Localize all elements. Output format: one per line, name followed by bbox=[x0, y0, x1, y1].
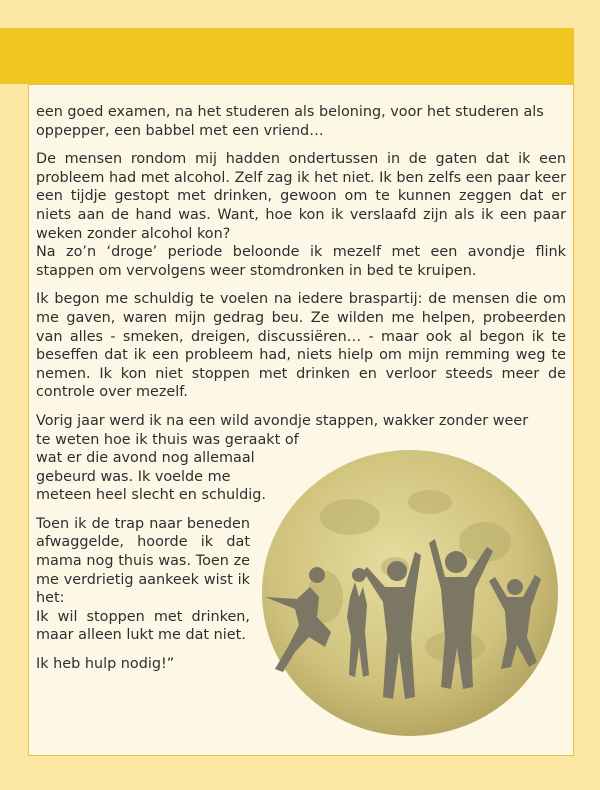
paragraph-2-main: De mensen rondom mij hadden ondertussen in de gaten dat ik een probleem had met alcohol. Zelf zag ik het niet. Ik ben zelfs een paar keer een tijdje gestopt met drinken, gewoon om te kunnen zeggen dat er niets aan de hand was. Want, hoe kon ik verslaafd zijn als ik een paar weken zonder alcohol kon? bbox=[36, 151, 566, 242]
paragraph-4-rest: wat er die avond nog allemaal gebeurd was. Ik voelde me meteen heel slecht en schuldig. bbox=[36, 450, 266, 504]
paragraph-5-cont: Ik wil stoppen met drinken, maar alleen lukt me dat niet. bbox=[36, 608, 250, 644]
paragraph-2 bbox=[36, 150, 566, 280]
paragraph-6: Ik heb hulp nodig!” bbox=[36, 656, 175, 673]
moon-illustration bbox=[255, 447, 565, 739]
header-band bbox=[0, 28, 574, 84]
paragraph-3: Ik begon me schuldig te voelen na iedere braspartij: de mensen die om me gaven, waren mijn gedrag beu. Ze wilden me helpen, probeerden van alles - smeken, dreigen, discussiëren… - maar ook al begon ik te beseffen dat ik een probleem had, niets hielp om mijn remming weg te nemen. Ik kon niet stoppen met drinken en verloor steeds meer de controle over mezelf. bbox=[36, 291, 566, 401]
paragraph-1: een goed examen, na het studeren als beloning, voor het studeren als oppepper, een babbel met een vriend… bbox=[36, 104, 544, 139]
paragraph-4-line2: te weten hoe ik thuis was geraakt of bbox=[36, 431, 299, 448]
paragraph-5-main: Toen ik de trap naar beneden afwaggelde, hoorde ik dat mama nog thuis was. Toen ze me verdrietig aankeek wist ik het: bbox=[36, 515, 250, 607]
paragraph-4-line1: Vorig jaar werd ik na een wild avondje stappen, wakker zonder weer bbox=[36, 412, 529, 429]
paragraph-5 bbox=[36, 515, 250, 645]
paragraph-2-cont: Na zo’n ‘droge’ periode beloonde ik mezelf met een avondje flink stappen om vervolgens weer stomdronken in bed te kruipen. bbox=[36, 244, 566, 279]
moon-with-jumping-people-icon bbox=[255, 447, 565, 739]
